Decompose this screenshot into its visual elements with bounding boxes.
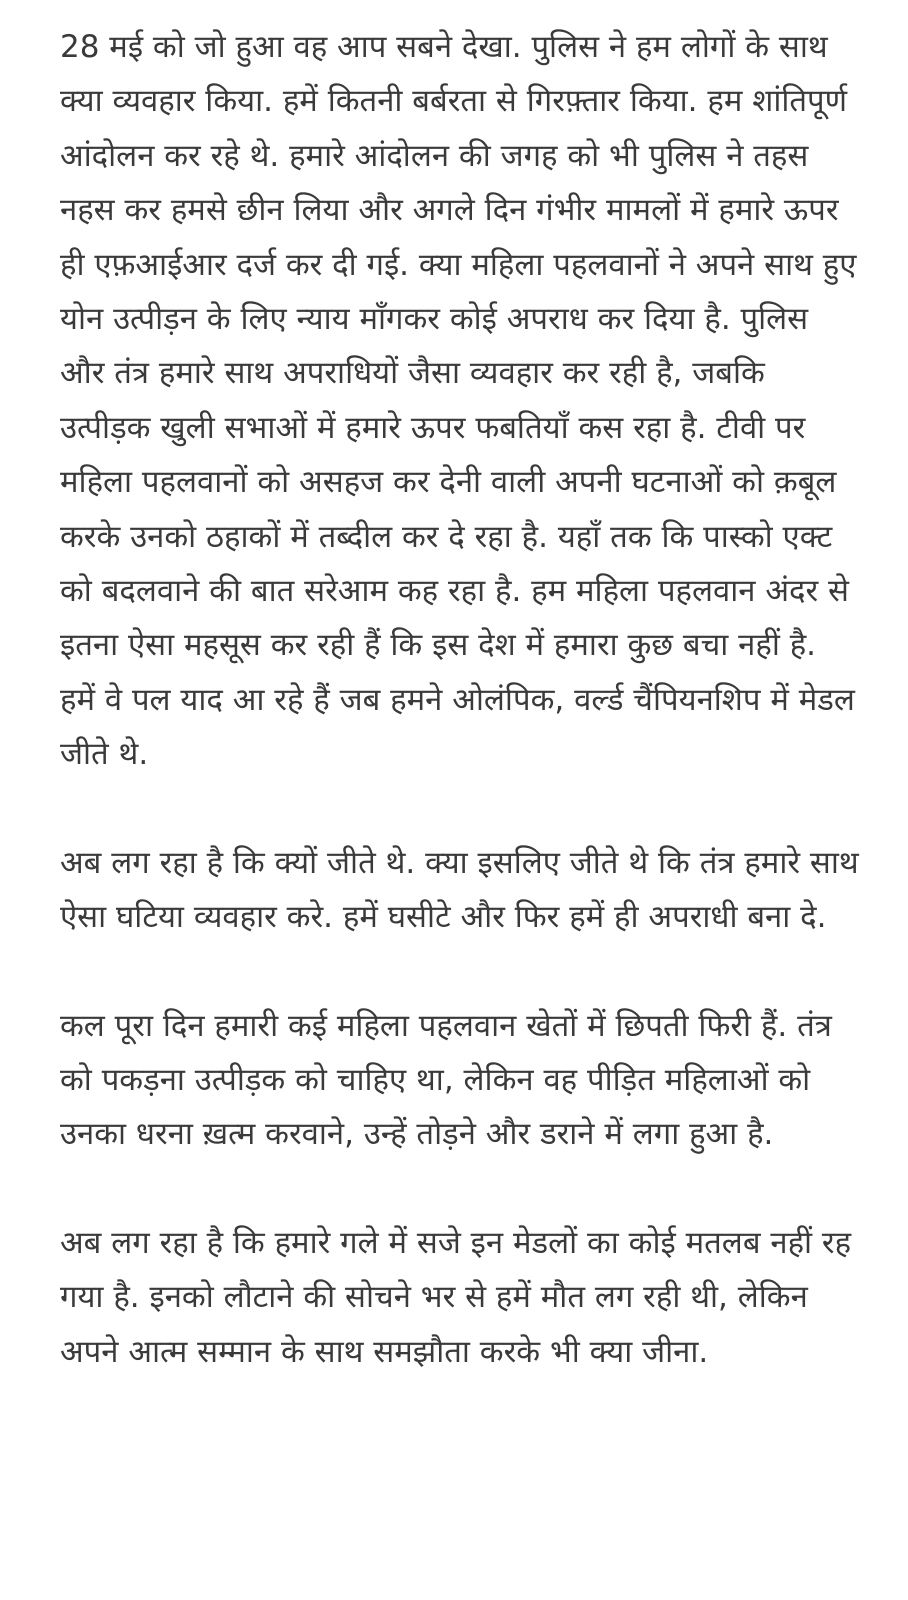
article-body — [60, 20, 860, 1379]
paragraph-4: अब लग रहा है कि हमारे गले में सजे इन मेडलों का कोई मतलब नहीं रह गया है. इनको लौटाने की सोचने भर से हमें मौत लग रही थी, लेकिन अपने आत्म सम्मान के साथ समझौता करके भी क्या जीना. — [60, 1224, 852, 1370]
paragraph-1: 28 मई को जो हुआ वह आप सबने देखा. पुलिस ने हम लोगों के साथ क्या व्यवहार किया. हमें कितनी बर्बरता से गिरफ़्तार किया. हम शांतिपूर्ण आंदोलन कर रहे थे. हमारे आंदोलन की जगह को भी पुलिस ने तहस नहस कर हमसे छीन लिया और अगले दिन गंभीर मामलों में हमारे ऊपर ही एफ़आईआर दर्ज कर दी गई. क्या महिला पहलवानों ने अपने साथ हुए योन उत्पीड़न के लिए न्याय माँगकर कोई अपराध कर दिया है. पुलिस और तंत्र हमारे साथ अपराधियों जैसा व्यवहार कर रही है, जबकि उत्पीड़क खुली सभाओं में हमारे ऊपर फबतियाँ कस रहा है. टीवी पर महिला पहलवानों को असहज कर देनी वाली अपनी घटनाओं को क़बूल करके उनको ठहाकों में तब्दील कर दे रहा है. यहाँ तक कि पास्को एक्ट को बदलवाने की बात सरेआम कह रहा है. हम महिला पहलवान अंदर से इतना ऐसा महसूस कर रही हैं कि इस देश में हमारा कुछ बचा नहीं है. हमें वे पल याद आ रहे हैं जब हमने ओलंपिक, वर्ल्ड चैंपियनशिप में मेडल जीते थे. — [60, 29, 857, 773]
paragraph-3: कल पूरा दिन हमारी कई महिला पहलवान खेतों में छिपती फिरी हैं. तंत्र को पकड़ना उत्पीड़क को चाहिए था, लेकिन वह पीड़ित महिलाओं को उनका धरना ख़त्म करवाने, उन्हें तोड़ने और डराने में लगा हुआ है. — [60, 1007, 832, 1153]
paragraph-2: अब लग रहा है कि क्यों जीते थे. क्या इसलिए जीते थे कि तंत्र हमारे साथ ऐसा घटिया व्यवहार करे. हमें घसीटे और फिर हमें ही अपराधी बना दे. — [60, 844, 859, 936]
